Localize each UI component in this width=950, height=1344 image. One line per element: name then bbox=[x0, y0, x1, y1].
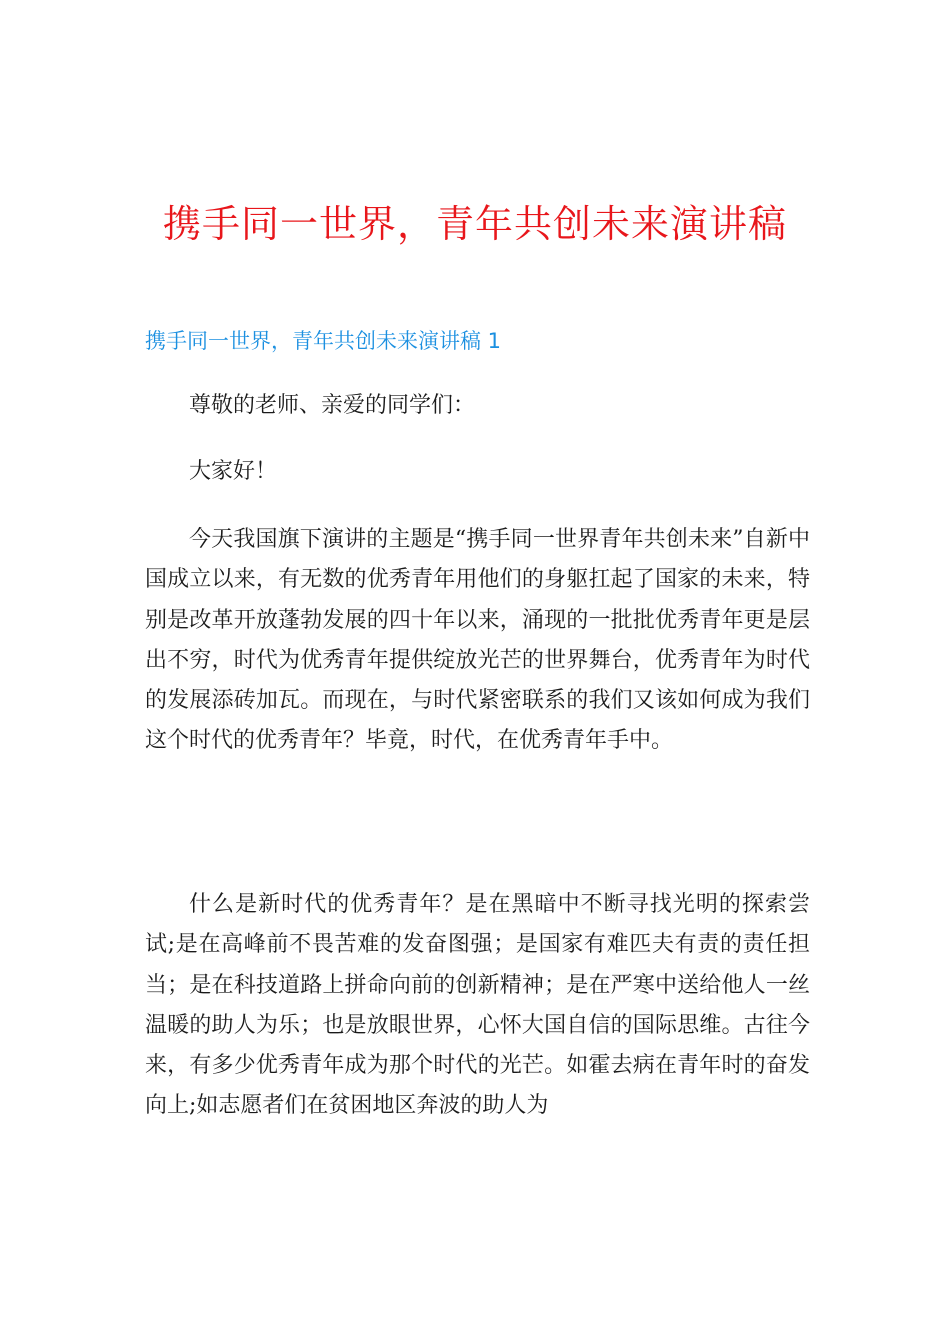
section-heading: 携手同一世界，青年共创未来演讲稿 1 bbox=[145, 329, 502, 353]
body-paragraph: 什么是新时代的优秀青年？是在黑暗中不断寻找光明的探索尝试;是在高峰前不畏苦难的发奋图强；是国家有难匹夫有责的责任担当；是在科技道路上拼命向前的创新精神；是在严寒中送给他人一丝温暖的助人为乐；也是放眼世界，心怀大国自信的国际思维。古往今来，有多少优秀青年成为那个时代的光芒。如霍去病在青年时的奋发向上;如志愿者们在贫困地区奔波的助人为 bbox=[145, 892, 810, 1119]
salutation-line: 尊敬的老师、亲爱的同学们： bbox=[189, 393, 476, 418]
greeting-line: 大家好！ bbox=[189, 459, 278, 484]
body-paragraph: 今天我国旗下演讲的主题是“携手同一世界青年共创未来”自新中国成立以来，有无数的优秀青年用他们的身躯扛起了国家的未来，特别是改革开放蓬勃发展的四十年以来，涌现的一批批优秀青年更是层出不穷，时代为优秀青年提供绽放光芒的世界舞台，优秀青年为时代的发展添砖加瓦。而现在，与时代紧密联系的我们又该如何成为我们这个时代的优秀青年？毕竟，时代，在优秀青年手中。 bbox=[145, 527, 810, 754]
document-title: 携手同一世界，青年共创未来演讲稿 bbox=[162, 202, 787, 246]
